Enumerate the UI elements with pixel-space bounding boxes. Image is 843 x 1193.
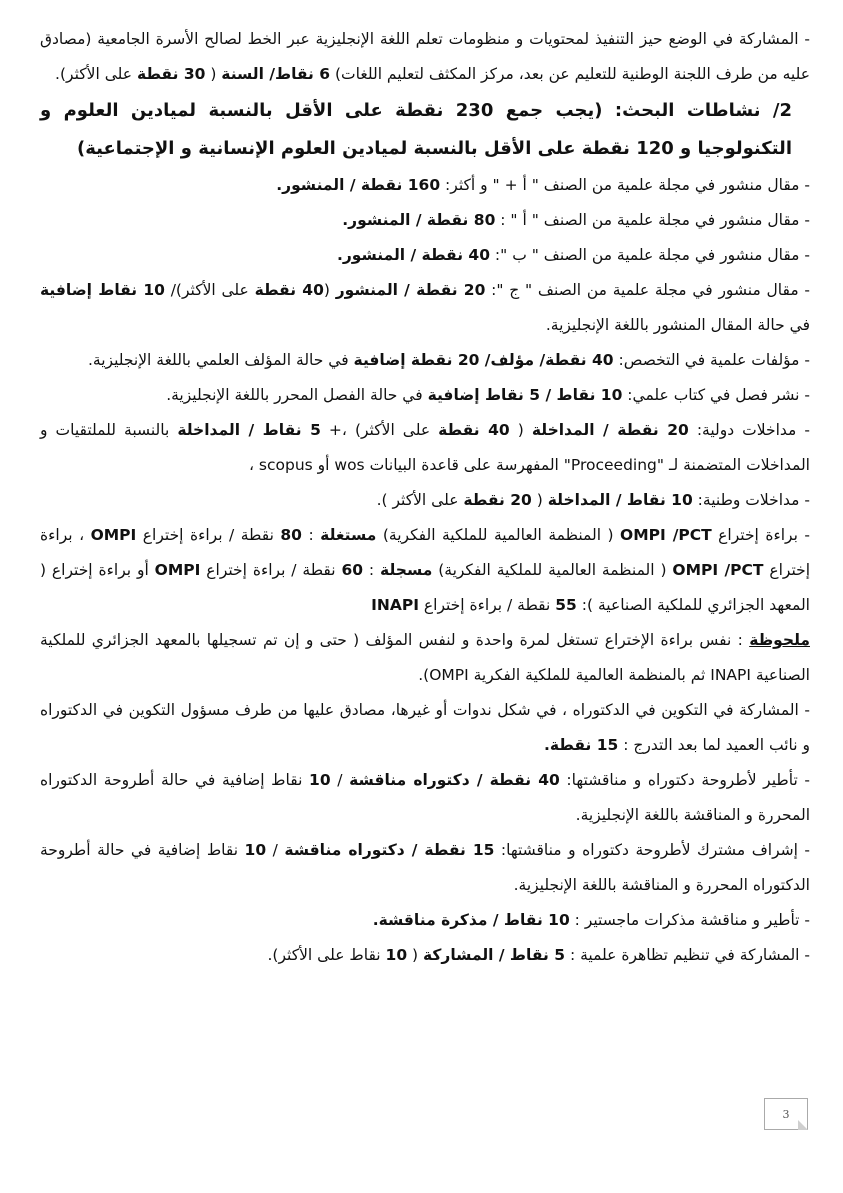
text-run: - مداخلات دولية: bbox=[688, 421, 810, 439]
page-number: 3 bbox=[782, 1107, 790, 1121]
text-run: - مؤلفات علمية في التخصص: bbox=[613, 351, 810, 369]
paragraph bbox=[40, 343, 810, 378]
section-heading bbox=[40, 92, 792, 168]
text-run: - مقال منشور في مجلة علمية من الصنف " ج ": bbox=[485, 281, 811, 299]
bold-run: 5 نقاط / المشاركة bbox=[423, 946, 566, 964]
bold-run: 2/ نشاطات البحث: (يجب جمع 230 نقطة على الأقل بالنسبة لميادين العلوم و التكنولوجيا و 120 نقطة على الأقل بالنسبة لميادين العلوم الإنسانية و الإجتماعية) bbox=[40, 100, 792, 159]
bold-run: 15 نقطة / دكتوراه مناقشة bbox=[284, 841, 495, 859]
text-run: - تأطير لأطروحة دكتوراه و مناقشتها: bbox=[559, 771, 811, 789]
text-run: - مقال منشور في مجلة علمية من الصنف " أ + " و أكثر: bbox=[440, 176, 810, 194]
paragraph bbox=[40, 168, 810, 203]
bold-run: 40 نقطة/ مؤلف/ 20 نقطة إضافية bbox=[353, 351, 614, 369]
bold-run: 15 نقطة. bbox=[543, 736, 619, 754]
bold-run: 10 bbox=[385, 946, 408, 964]
text-run: : bbox=[363, 561, 381, 579]
bold-run: 10 نقاط / 5 نقاط إضافية bbox=[427, 386, 623, 404]
paragraph bbox=[40, 693, 810, 763]
bold-run: INAPI bbox=[371, 596, 419, 614]
text-run: - نشر فصل في كتاب علمي: bbox=[622, 386, 810, 404]
bold-run: مسجلة bbox=[380, 561, 433, 579]
document-body bbox=[40, 22, 810, 973]
text-run: أو براءة إختراع ( المعهد الجزائري للملكية الصناعية ): bbox=[40, 561, 810, 614]
paragraph bbox=[40, 483, 810, 518]
text-run: / bbox=[330, 771, 350, 789]
bold-run: 5 نقاط / المداخلة bbox=[177, 421, 321, 439]
paragraph bbox=[40, 413, 810, 483]
bold-run: 40 نقطة / المنشور. bbox=[336, 246, 490, 264]
text-run: ( bbox=[323, 281, 336, 299]
bold-run: 80 نقطة / المنشور. bbox=[342, 211, 496, 229]
page-curl-icon bbox=[798, 1120, 808, 1130]
text-run: نقطة / براءة إختراع bbox=[200, 561, 342, 579]
bold-run: 10 bbox=[309, 771, 331, 789]
text-run: نقطة / براءة إختراع bbox=[136, 526, 281, 544]
paragraph bbox=[40, 22, 810, 92]
bold-run: 6 نقاط/ السنة bbox=[221, 65, 331, 83]
bold-run: 20 نقطة / المداخلة bbox=[531, 421, 689, 439]
bold-run: 10 نقاط إضافية bbox=[40, 281, 165, 299]
paragraph bbox=[40, 763, 810, 833]
text-run: - مقال منشور في مجلة علمية من الصنف " ب ": bbox=[490, 246, 810, 264]
bold-run: 60 bbox=[341, 561, 364, 579]
text-run: - براءة إختراع bbox=[711, 526, 810, 544]
bold-run: 10 نقاط / المداخلة bbox=[547, 491, 693, 509]
text-run: - مقال منشور في مجلة علمية من الصنف " أ " : bbox=[495, 211, 810, 229]
text-run: على الأكثر). bbox=[55, 65, 137, 83]
text-run: ، براءة إختراع bbox=[40, 526, 811, 579]
paragraph bbox=[40, 238, 810, 273]
bold-run: 55 bbox=[555, 596, 577, 614]
text-run: نقاط إضافية في حالة أطروحة الدكتوراه المحررة و المناقشة باللغة الإنجليزية. bbox=[40, 841, 810, 894]
bold-run: OMPI /PCT bbox=[672, 561, 764, 579]
bold-run: مستغلة bbox=[320, 526, 377, 544]
text-run: في حالة المؤلف العلمي باللغة الإنجليزية. bbox=[87, 351, 354, 369]
text-run: - المشاركة في تنظيم تظاهرة علمية : bbox=[565, 946, 810, 964]
text-run: في حالة المقال المنشور باللغة الإنجليزية. bbox=[545, 316, 810, 334]
paragraph bbox=[40, 378, 810, 413]
page-number-badge bbox=[764, 1098, 808, 1130]
text-run: / bbox=[266, 841, 285, 859]
text-run: - تأطير و مناقشة مذكرات ماجستير : bbox=[569, 911, 810, 929]
text-run: ( المنظمة العالمية للملكية الفكرية) bbox=[376, 526, 621, 544]
bold-run: 40 نقطة bbox=[438, 421, 510, 439]
note-label: ملحوظة bbox=[749, 631, 810, 649]
bold-run: 80 bbox=[280, 526, 302, 544]
text-run: بالنسبة للملتقيات و المداخلات المتضمنة لـ "Proceeding" المفهرسة على قاعدة البيانات wos أو scopus ، bbox=[40, 421, 810, 474]
text-run: : نفس براءة الإختراع تستغل لمرة واحدة و لنفس المؤلف ( حتى و إن تم تسجيلها بالمعهد الجزائري للملكية الصناعية INAPI ثم بالمنظمة العالمية للملكية الفكرية OMPI). bbox=[40, 631, 810, 684]
text-run: على الأكثر)/ bbox=[164, 281, 255, 299]
bold-run: 160 نقطة / المنشور. bbox=[276, 176, 441, 194]
bold-run: OMPI bbox=[90, 526, 137, 544]
text-run: نقطة / براءة إختراع bbox=[418, 596, 556, 614]
text-run: - مداخلات وطنية: bbox=[692, 491, 810, 509]
paragraph bbox=[40, 518, 810, 623]
paragraph bbox=[40, 623, 810, 693]
bold-run: 20 نقطة bbox=[463, 491, 532, 509]
paragraph bbox=[40, 273, 810, 343]
bold-run: 40 نقطة / دكتوراه مناقشة bbox=[349, 771, 560, 789]
paragraph bbox=[40, 903, 810, 938]
bold-run: 40 نقطة bbox=[254, 281, 324, 299]
bold-run: 30 نقطة bbox=[136, 65, 206, 83]
text-run: ( bbox=[531, 491, 548, 509]
text-run: : bbox=[301, 526, 321, 544]
bold-run: OMPI bbox=[154, 561, 201, 579]
text-run: على الأكثر ). bbox=[376, 491, 464, 509]
text-run: - المشاركة في الوضع حيز التنفيذ لمحتويات و منظومات تعلم اللغة الإنجليزية عبر الخط لصالح الأسرة الجامعية (مصادق عليه من طرف اللجنة الوطنية للتعليم عن بعد، مركز المكثف لتعليم اللغات) bbox=[40, 30, 810, 83]
bold-run: 20 نقطة / المنشور bbox=[335, 281, 486, 299]
text-run: ( bbox=[407, 946, 424, 964]
text-run: في حالة الفصل المحرر باللغة الإنجليزية. bbox=[166, 386, 428, 404]
bold-run: 10 نقاط / مذكرة مناقشة. bbox=[372, 911, 570, 929]
text-run: ( bbox=[205, 65, 222, 83]
text-run: - المشاركة في التكوين في الدكتوراه ، في شكل ندوات أو غيرها، مصادق عليها من طرف مسؤول التكوين في الدكتوراه و نائب العميد لما بعد التدرج : bbox=[40, 701, 810, 754]
text-run: - إشراف مشترك لأطروحة دكتوراه و مناقشتها: bbox=[494, 841, 811, 859]
paragraph bbox=[40, 203, 810, 238]
paragraph bbox=[40, 833, 810, 903]
text-run: نقاط على الأكثر). bbox=[267, 946, 386, 964]
paragraph bbox=[40, 938, 810, 973]
bold-run: OMPI /PCT bbox=[620, 526, 712, 544]
text-run: نقاط إضافية في حالة أطروحة الدكتوراه المحررة و المناقشة باللغة الإنجليزية. bbox=[40, 771, 810, 824]
text-run: على الأكثر) ،+ bbox=[320, 421, 439, 439]
text-run: ( bbox=[509, 421, 532, 439]
text-run: ( المنظمة العالمية للملكية الفكرية) bbox=[432, 561, 673, 579]
bold-run: 10 bbox=[244, 841, 267, 859]
